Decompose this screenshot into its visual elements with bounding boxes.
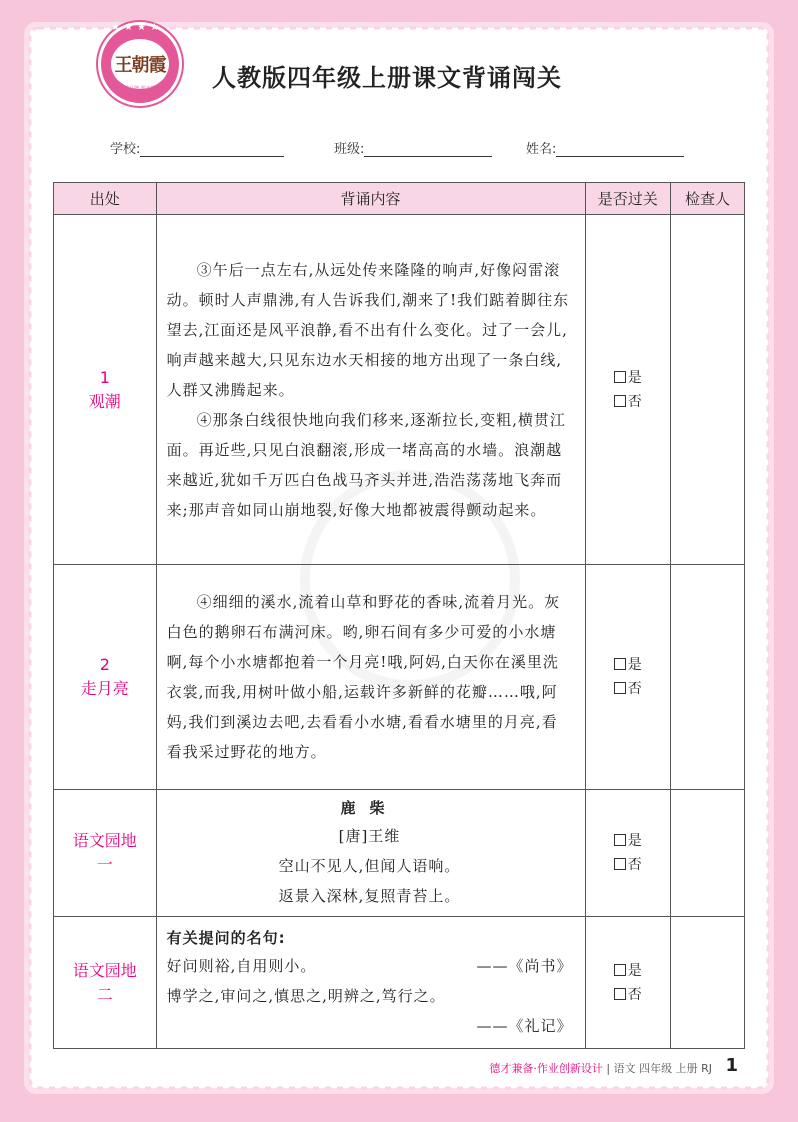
no-option[interactable] (587, 853, 669, 877)
name-blank[interactable] (556, 142, 684, 157)
table-header-row (54, 183, 745, 215)
row-source (54, 790, 157, 917)
logo (98, 22, 182, 106)
quote-line (167, 951, 573, 981)
quote-source: ——《礼记》 (476, 1016, 573, 1035)
no-option[interactable] (587, 677, 669, 701)
no-label: 否 (627, 986, 642, 1003)
footer-brand: 德才兼备·作业创新设计 (489, 1062, 603, 1075)
poem-line: 空山不见人,但闻人语响。 (278, 857, 461, 875)
header-pass: 是否过关 (585, 183, 670, 215)
pass-cell (585, 917, 670, 1049)
pass-cell (585, 215, 670, 565)
row-number: 2 (99, 655, 110, 674)
paragraph: ④那条白线很快地向我们移来,逐渐拉长,变粗,横贯江面。再近些,只见白浪翻滚,形成一堵高高的水墙。浪潮越来越近,犹如千万匹白色战马齐头并进,浩浩荡荡地飞奔而来;那声音如同山崩地裂,好像大地都被震得颤动起来。 (166, 410, 566, 519)
pass-cell (585, 790, 670, 917)
yes-label: 是 (627, 369, 642, 386)
poem-title: 鹿柴 (340, 799, 399, 817)
school-field (110, 138, 284, 157)
poem-line: 返景入深林,复照青苔上。 (278, 887, 461, 905)
table-row (54, 215, 745, 565)
checkbox-icon[interactable] (614, 858, 626, 870)
yes-option[interactable] (587, 959, 669, 983)
header-checker: 检查人 (670, 183, 744, 215)
checkbox-icon[interactable] (614, 658, 626, 670)
page-number: 1 (725, 1055, 738, 1076)
checker-cell[interactable] (670, 215, 744, 565)
footer (489, 1060, 712, 1076)
row-content (156, 565, 585, 790)
row-subtitle: 一 (96, 855, 113, 874)
paragraph: ③午后一点左右,从远处传来隆隆的响声,好像闷雷滚动。顿时人声鼎沸,有人告诉我们,潮来了!我们踮着脚往东望去,江面还是风平浪静,看不出有什么变化。过了一会儿,响声越来越大,只见东边水天相接的地方出现了一条白线,人群又沸腾起来。 (166, 260, 570, 399)
checkbox-icon[interactable] (614, 371, 626, 383)
row-title: 语文园地 (72, 960, 137, 980)
recitation-table (53, 182, 745, 1049)
checkbox-icon[interactable] (614, 395, 626, 407)
name-label: 姓名: (526, 142, 557, 157)
row-number: 1 (99, 367, 110, 387)
row-source (54, 565, 157, 790)
table-row (54, 565, 745, 790)
checker-cell[interactable] (670, 565, 744, 790)
no-option[interactable] (587, 983, 669, 1007)
row-title: 走月亮 (80, 679, 129, 698)
table-row (54, 917, 745, 1049)
footer-meta: | 语文 四年级 上册 RJ (606, 1062, 712, 1075)
checker-cell[interactable] (670, 917, 744, 1049)
class-blank[interactable] (364, 142, 492, 157)
row-content (156, 790, 585, 917)
no-label: 否 (627, 393, 642, 410)
quote-text: 博学之,审问之,慎思之,明辨之,笃行之。 (166, 986, 446, 1005)
yes-option[interactable] (587, 829, 669, 853)
school-blank[interactable] (140, 142, 284, 157)
row-title: 观潮 (88, 391, 121, 411)
table-row (54, 790, 745, 917)
school-label: 学校: (110, 142, 141, 157)
no-label: 否 (627, 857, 642, 873)
checker-cell[interactable] (670, 790, 744, 917)
row-source (54, 215, 157, 565)
row-subtitle: 二 (96, 984, 113, 1004)
yes-label: 是 (627, 657, 642, 673)
pass-cell (585, 565, 670, 790)
no-label: 否 (627, 681, 642, 697)
row-source (54, 917, 157, 1049)
name-field (526, 138, 684, 157)
row-content (156, 917, 585, 1049)
logo-subtitle: 质量成就品牌·服务铸就信赖 (109, 86, 171, 92)
row-content (156, 215, 585, 565)
yes-option[interactable] (587, 653, 669, 677)
yes-label: 是 (627, 962, 642, 979)
quote-text: 好问则裕,自用则小。 (166, 956, 317, 975)
yes-label: 是 (627, 833, 642, 849)
quotes-heading: 有关提问的名句: (166, 928, 286, 947)
checkbox-icon[interactable] (614, 834, 626, 846)
paragraph: ④细细的溪水,流着山草和野花的香味,流着月光。灰白色的鹅卵石布满河床。哟,卵石间有多少可爱的小水塘啊,每个小水塘都抱着一个月亮!哦,阿妈,白天你在溪里洗衣裳,而我,用树叶做小船,运载许多新鲜的花瓣……哦,阿妈,我们到溪边去吧,去看看小水塘,看看水塘里的月亮,看看我采过野花的地方。 (166, 593, 561, 761)
logo-stars: ★★★★ (111, 22, 163, 33)
row-title: 语文园地 (72, 831, 137, 850)
checkbox-icon[interactable] (614, 964, 626, 976)
class-label: 班级: (334, 142, 365, 157)
yes-option[interactable] (587, 366, 669, 390)
header-source: 出处 (54, 183, 157, 215)
checkbox-icon[interactable] (614, 682, 626, 694)
header-content: 背诵内容 (156, 183, 585, 215)
checkbox-icon[interactable] (614, 988, 626, 1000)
class-field (334, 138, 492, 157)
no-option[interactable] (587, 390, 669, 414)
poem-author: [唐]王维 (338, 827, 401, 845)
page-title: 人教版四年级上册课文背诵闯关 (212, 64, 562, 92)
logo-text: 王朝霞 (111, 39, 169, 89)
quote-source: ——《尚书》 (476, 956, 573, 975)
